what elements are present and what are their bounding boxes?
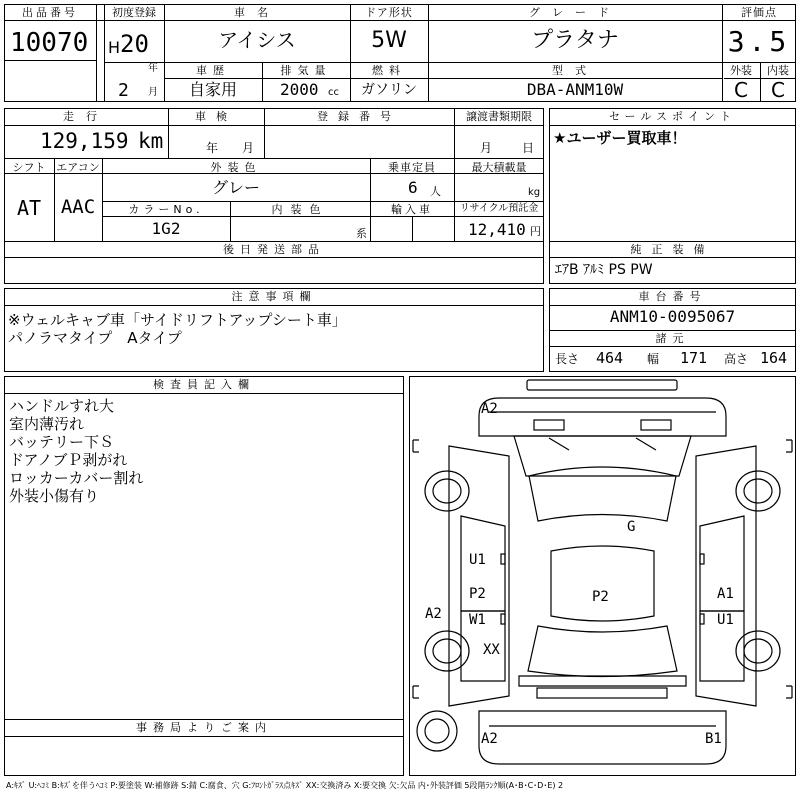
first-reg-label: 初度登録 xyxy=(112,6,156,19)
aircon-label: エアコン xyxy=(56,161,100,174)
mark-m4: P2 xyxy=(469,586,486,602)
chassis-number: ANM10-0095067 xyxy=(609,307,736,326)
inspection-label: 車検 xyxy=(195,110,237,123)
office-label: 事務局よりご案内 xyxy=(136,721,272,734)
score: 3.5 xyxy=(727,25,791,58)
inspector-line-6: 外装小傷有り xyxy=(9,487,100,505)
mark-m1: A2 xyxy=(481,401,498,417)
displacement-unit: cc xyxy=(328,87,339,98)
transfer-month-unit: 月 xyxy=(480,141,493,155)
reg-number-label: 登録番号 xyxy=(317,110,401,123)
color-no: 1G2 xyxy=(151,219,181,238)
caution-line-2: パノラマタイプ Aタイプ xyxy=(8,329,182,347)
mark-m9: A1 xyxy=(717,586,734,602)
width-label: 幅 xyxy=(647,352,660,366)
color-no-label: カラーNo. xyxy=(128,203,204,216)
inspector-line-3: バッテリー下Ｓ xyxy=(9,433,115,451)
interior-grade-label: 内装 xyxy=(767,64,789,77)
inspector-line-4: ドアノブＰ剥がれ xyxy=(9,451,128,469)
width: 171 xyxy=(680,349,708,367)
door-label: ドア形状 xyxy=(365,6,413,19)
spec-label: 諸元 xyxy=(655,332,690,345)
fuel-label: 燃料 xyxy=(372,64,406,77)
mark-m7: XX xyxy=(483,642,500,658)
mark-m12: B1 xyxy=(705,731,722,747)
mark-m6: A2 xyxy=(425,606,442,622)
transfer-label: 譲渡書類期限 xyxy=(466,110,532,123)
mileage-unit: km xyxy=(138,129,164,153)
grade: プラタナ xyxy=(531,28,619,53)
month-unit: 月 xyxy=(148,87,158,98)
length-label: 長さ xyxy=(555,352,580,366)
recycle-label: リサイクル預託金 xyxy=(459,203,539,214)
mileage: 129,159 xyxy=(40,129,129,153)
color: グレー xyxy=(211,178,260,197)
later-parts-label: 後日発送部品 xyxy=(223,243,325,256)
inspector-line-1: ハンドルすれ大 xyxy=(9,397,115,415)
load-unit: kg xyxy=(528,187,541,198)
mark-m5: W1 xyxy=(469,612,486,628)
inspector-label: 検査員記入欄 xyxy=(153,378,255,391)
seats-unit: 人 xyxy=(430,185,441,198)
caution-label: 注意事項欄 xyxy=(231,290,317,303)
shift: AT xyxy=(16,196,42,220)
exterior-grade: C xyxy=(734,78,748,102)
mark-m8: P2 xyxy=(592,589,609,605)
exterior-grade-label: 外装 xyxy=(730,64,752,77)
grade-label: グレード xyxy=(529,6,621,19)
int-color-label: 内装色 xyxy=(271,203,329,216)
mark-m2: G xyxy=(627,519,636,535)
int-color-unit: 系 xyxy=(356,227,367,240)
inspector-line-2: 室内薄汚れ xyxy=(9,415,85,433)
displacement-label: 排気量 xyxy=(280,64,332,77)
fuel: ガソリン xyxy=(361,82,417,98)
reg-month: 2 xyxy=(118,80,129,101)
car-name: アイシス xyxy=(218,28,296,52)
sales-point-label: セールスポイント xyxy=(608,110,736,123)
aircon: AAC xyxy=(60,196,96,218)
chassis-label: 車台番号 xyxy=(638,290,707,303)
color-label: 外装色 xyxy=(210,161,262,174)
score-label: 評価点 xyxy=(741,6,777,19)
equipment-label: 純正装備 xyxy=(630,243,715,256)
length: 464 xyxy=(596,349,624,367)
damage-marks xyxy=(425,401,734,747)
reg-year: 20 xyxy=(120,30,149,58)
recycle-unit: 円 xyxy=(530,225,541,238)
mark-m3: U1 xyxy=(469,552,486,568)
model-label: 型式 xyxy=(552,64,598,77)
year-unit: 年 xyxy=(148,63,158,74)
lot-number: 10070 xyxy=(10,28,89,58)
seats: 6 xyxy=(408,178,418,197)
door-type: 5W xyxy=(371,28,407,53)
history: 自家用 xyxy=(188,80,237,99)
inspection-month-unit: 月 xyxy=(242,141,255,155)
import-label: 輸入車 xyxy=(391,203,433,216)
inspection-year-unit: 年 xyxy=(206,141,219,155)
transfer-day-unit: 日 xyxy=(522,141,535,155)
era: H xyxy=(108,38,121,57)
mileage-label: 走行 xyxy=(63,110,109,123)
legend: A:ｷｽﾞ U:ﾍｺﾐ B:ｷｽﾞを伴うﾍｺﾐ P:要塗装 W:補修跡 S:錆 C:腐食、穴 G:ﾌﾛﾝﾄｶﾞﾗｽ点ｷｽﾞ XX:交換済み X:要交換 欠:欠品 内･外装評価 5段階ﾗﾝｸ順(A･B･C･D･E) 2 xyxy=(6,781,564,790)
car-name-label: 車名 xyxy=(234,6,280,19)
height-label: 高さ xyxy=(724,352,749,366)
equipment: ｴｱB ｱﾙﾐ PS PW xyxy=(555,262,653,278)
height: 164 xyxy=(760,349,788,367)
caution-line-1: ※ウェルキャブ車「サイドリフトアップシート車」 xyxy=(8,311,347,329)
interior-grade: C xyxy=(771,78,785,102)
mark-m10: U1 xyxy=(717,612,734,628)
car-outline xyxy=(413,380,792,764)
load-label: 最大積載量 xyxy=(471,161,527,174)
mark-m11: A2 xyxy=(481,731,498,747)
sales-point: ★ユーザー買取車！ xyxy=(553,129,687,147)
car-diagram xyxy=(409,376,796,776)
inspector-line-5: ロッカーカバー割れ xyxy=(9,469,144,487)
seats-label: 乗車定員 xyxy=(388,161,436,174)
history-label: 車歴 xyxy=(196,64,230,77)
shift-label: シフト xyxy=(12,161,46,174)
lot-label: 出品番号 xyxy=(22,6,78,19)
displacement: 2000 xyxy=(280,80,319,99)
recycle: 12,410 xyxy=(468,220,526,239)
model: DBA-ANM10W xyxy=(526,80,624,99)
